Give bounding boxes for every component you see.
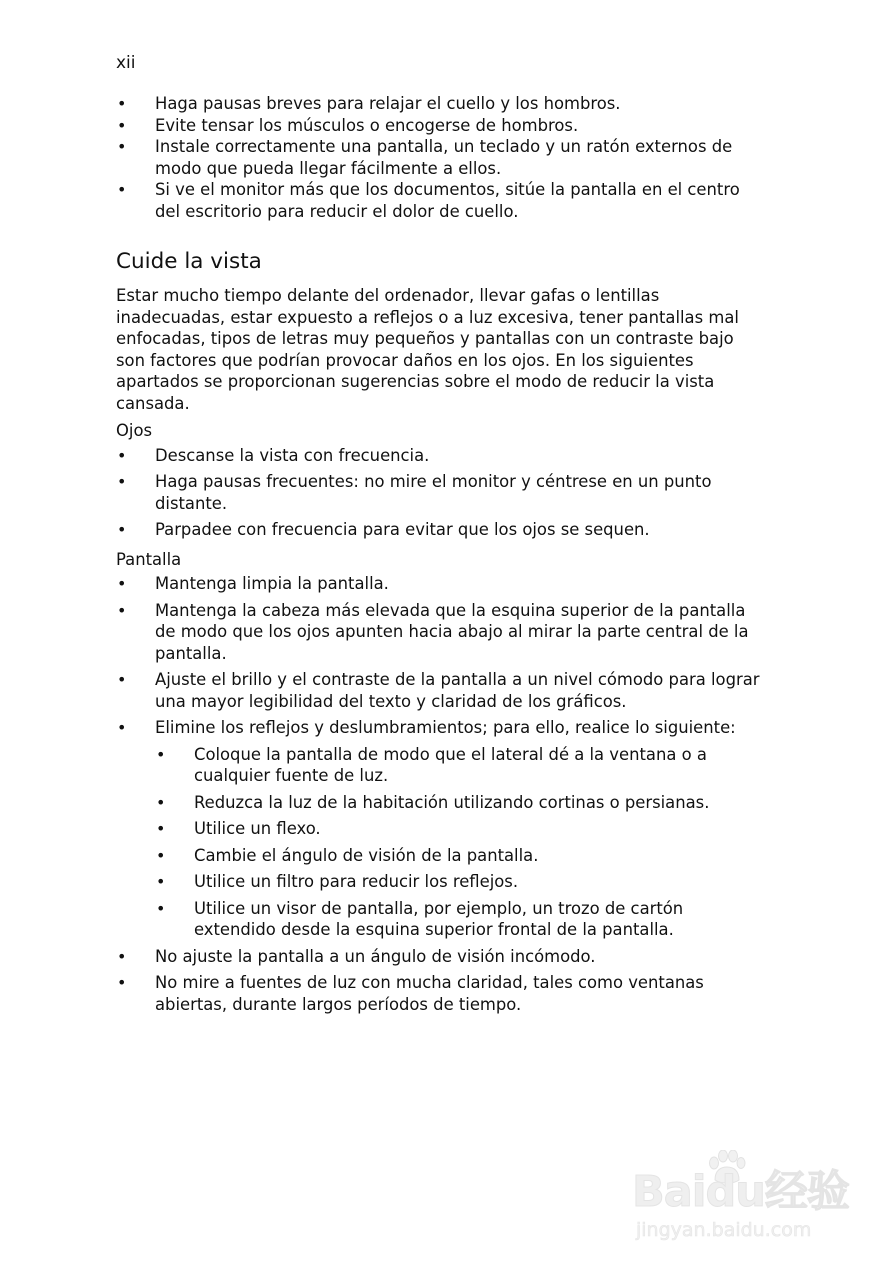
- page-number: xii: [116, 53, 136, 73]
- ojos-heading: Ojos: [116, 421, 153, 440]
- intro-bullet-list: [116, 93, 766, 222]
- pantalla-final-bullet-list: [116, 946, 766, 1016]
- list-item: • Evite tensar los músculos o encogerse de hombros.: [116, 115, 766, 137]
- sub-list-item: • Utilice un filtro para reducir los reflejos.: [116, 871, 766, 893]
- pantalla-heading: Pantalla: [116, 549, 182, 569]
- section-paragraph: Estar mucho tiempo delante del ordenador, llevar gafas o lentillas inadecuadas, estar expuesto a reflejos o a luz excesiva, tener pantallas mal enfocadas, tipos de letras muy pequeños y pantallas con un contraste bajo son factores que podrían provocar daños en los ojos. En los siguientes apartados se proporcionan sugerencias sobre el modo de reducir la vista cansada.: [116, 286, 739, 413]
- sub-list-item: • Utilice un flexo.: [116, 818, 766, 840]
- sub-list-item: • Cambie el ángulo de visión de la pantalla.: [116, 845, 766, 867]
- list-item: • Elimine los reflejos y deslumbramientos; para ello, realice lo siguiente:: [116, 717, 766, 739]
- pantalla-sub-bullet-list: [116, 744, 766, 941]
- list-item: • Instale correctamente una pantalla, un teclado y un ratón externos de modo que pueda llegar fácilmente a ellos.: [116, 136, 766, 179]
- sub-list-item: • Utilice un visor de pantalla, por ejemplo, un trozo de cartón extendido desde la esquina superior frontal de la pantalla.: [116, 898, 766, 941]
- list-item: • Mantenga limpia la pantalla.: [116, 573, 766, 595]
- list-item: • No mire a fuentes de luz con mucha claridad, tales como ventanas abiertas, durante largos períodos de tiempo.: [116, 972, 766, 1015]
- baidu-jingyan-watermark: [632, 1150, 849, 1255]
- list-item: • Descanse la vista con frecuencia.: [116, 445, 766, 467]
- ojos-bullet-list: [116, 445, 766, 541]
- list-item: • Si ve el monitor más que los documentos, sitúe la pantalla en el centro del escritorio para reducir el dolor de cuello.: [116, 179, 766, 222]
- section-body: [116, 285, 766, 1015]
- sub-list-item: • Coloque la pantalla de modo que el lateral dé a la ventana o a cualquier fuente de luz.: [116, 744, 766, 787]
- list-item: • Parpadee con frecuencia para evitar que los ojos se sequen.: [116, 519, 766, 541]
- pantalla-bullet-list: [116, 573, 766, 739]
- list-item: • Haga pausas breves para relajar el cuello y los hombros.: [116, 93, 766, 115]
- section-title: Cuide la vista: [116, 249, 262, 274]
- list-item: • No ajuste la pantalla a un ángulo de visión incómodo.: [116, 946, 766, 968]
- watermark-site: jingyan.baidu.com: [636, 1219, 812, 1241]
- list-item: • Mantenga la cabeza más elevada que la esquina superior de la pantalla de modo que los ojos apunten hacia abajo al mirar la parte central de la pantalla.: [116, 600, 766, 665]
- list-item: • Ajuste el brillo y el contraste de la pantalla a un nivel cómodo para lograr una mayor legibilidad del texto y claridad de los gráficos.: [116, 669, 766, 712]
- watermark-brand: Baidu经验: [632, 1167, 849, 1217]
- list-item: • Haga pausas frecuentes: no mire el monitor y céntrese en un punto distante.: [116, 471, 766, 514]
- sub-list-item: • Reduzca la luz de la habitación utilizando cortinas o persianas.: [116, 792, 766, 814]
